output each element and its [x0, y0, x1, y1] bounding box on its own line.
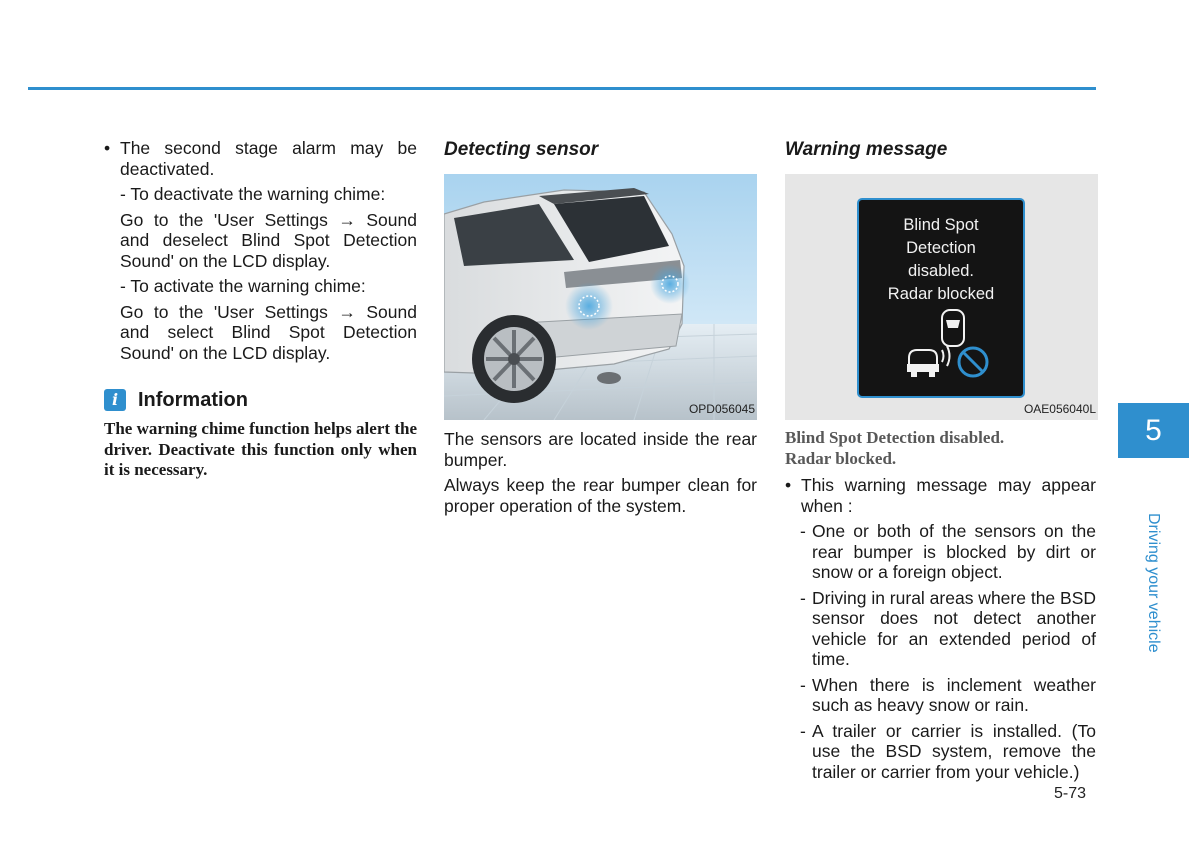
top-rule [28, 87, 1096, 90]
chapter-label: Driving your vehicle [1145, 513, 1162, 653]
warning-condition-item: - A trailer or carrier is installed. (To use the BSD system, remove the trailer or carrier from your vehicle.) [785, 721, 1096, 783]
chapter-tab: 5 [1118, 403, 1189, 458]
column-chime-settings [104, 138, 417, 481]
page-number: 5-73 [1054, 785, 1087, 802]
information-body: The warning chime function helps alert the driver. Deactivate this function only when it is necessary. [104, 419, 417, 479]
deactivate-instructions: Go to the 'User Settings → Sound and deselect Blind Spot Detection Sound' on the LCD display. [120, 209, 417, 271]
lcd-line: disabled. [907, 262, 975, 280]
information-title: Information [138, 388, 248, 411]
lcd-line: Blind Spot [903, 216, 979, 234]
car-top-view-icon [942, 310, 964, 346]
car-front-view-icon [907, 350, 939, 377]
warning-condition-item: - Driving in rural areas where the BSD sensor does not detect another vehicle for an extended period of time. [785, 588, 1096, 670]
lcd-line: Detection [906, 239, 976, 257]
lcd-warning-screen [857, 198, 1025, 398]
radar-blocked-icons [859, 200, 1023, 396]
figure-code: OPD056045 [688, 401, 755, 416]
sensor-figure [444, 174, 757, 420]
warning-figure [785, 174, 1098, 420]
information-heading [104, 389, 417, 411]
second-stage-alarm-bullet: • The second stage alarm may be deactivated. [104, 138, 417, 179]
figure-code: OAE056040L [1023, 401, 1096, 416]
sensor-location-text: The sensors are located inside the rear bumper. [444, 429, 757, 470]
information-icon: i [104, 389, 126, 411]
detecting-sensor-title: Detecting sensor [444, 139, 599, 160]
column-warning-message [785, 138, 1096, 782]
radar-blocked-icon [959, 348, 987, 376]
column-detecting-sensor [444, 138, 757, 516]
warning-bullet: • This warning message may appear when : [785, 475, 1096, 516]
warning-caption-line-1: Blind Spot Detection disabled. [785, 428, 1005, 447]
radar-wave-icon [942, 346, 950, 366]
activate-label: - To activate the warning chime: [120, 276, 366, 296]
warning-condition-item: - When there is inclement weather such as heavy snow or rain. [785, 675, 1096, 716]
lcd-line: Radar blocked [887, 285, 995, 303]
warning-condition-item: - One or both of the sensors on the rear bumper is blocked by dirt or snow or a foreign object. [785, 521, 1096, 583]
activate-instructions: Go to the 'User Settings → Sound and select Blind Spot Detection Sound' on the LCD display. [120, 301, 417, 363]
car-rear-sensor-illustration [444, 174, 757, 420]
bumper-clean-text: Always keep the rear bumper clean for proper operation of the system. [444, 475, 757, 516]
warning-message-title: Warning message [785, 139, 948, 160]
deactivate-label: - To deactivate the warning chime: [120, 184, 386, 204]
warning-caption-line-2: Radar blocked. [785, 448, 897, 468]
